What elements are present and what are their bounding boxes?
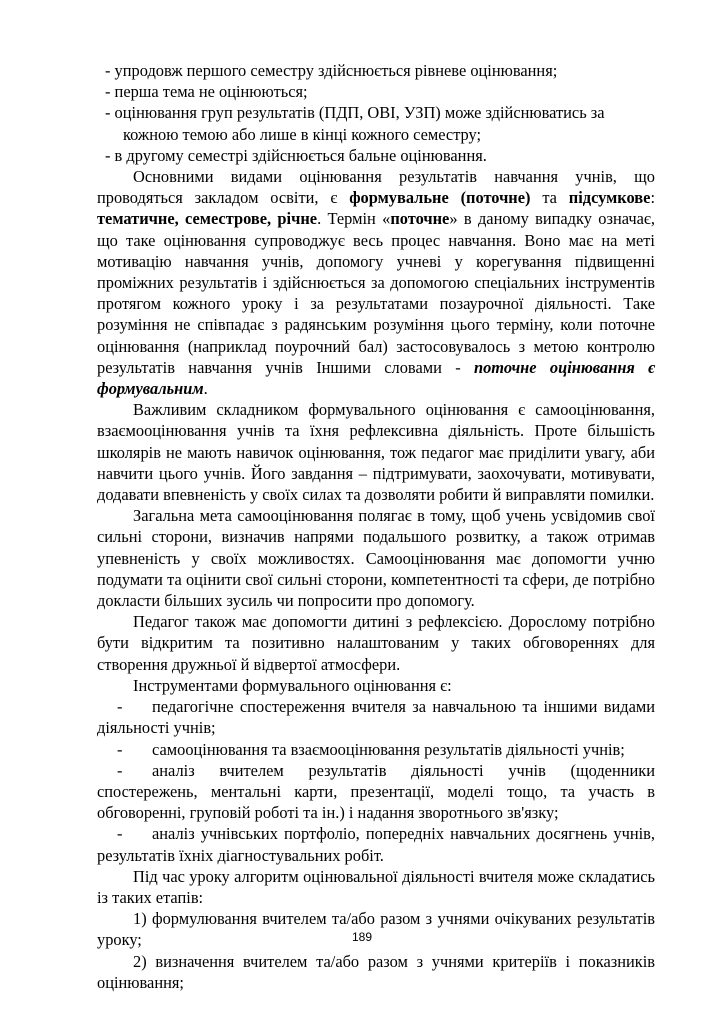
bold-term: тематичне, семестрове, річне — [97, 209, 318, 229]
paragraph-tools-intro: Інструментами формувального оцінювання є: — [133, 675, 452, 695]
list-item: - оцінювання груп результатів (ПДП, ОВІ, УЗП) може здійснюватись за — [105, 103, 605, 123]
list-item: - в другому семестрі здійснюється бальне оцінювання. — [105, 145, 487, 165]
list-dash: - — [117, 697, 123, 717]
step-item: 2) визначення вчителем та/або разом з учнями критеріїв і показників оцінювання; — [97, 951, 655, 992]
list-item: - аналіз учнівських портфоліо, попередніх навчальних досягнень учнів, результатів їхніх діагностувальних робіт. — [97, 824, 655, 865]
list-dash: - — [117, 760, 123, 780]
step-item: 1) формулювання вчителем та/або разом з учнями очікуваних результатів уроку; — [97, 909, 655, 950]
list-item: - упродовж першого семестру здійснюється рівневе оцінювання; — [105, 61, 558, 80]
paragraph-self-assessment: Важливим складником формувального оцінювання є самооцінювання, взаємооцінювання учнів та їхня рефлексивна діяльність. Проте більшість школярів не мають навичок оцінювання, тож педагог має приділити увагу, аби навчити цього учнів. Його завдання – підтримувати, заохочувати, мотивувати, додавати впевненість у своїх силах та дозволяти робити й виправляти помилки. — [97, 400, 655, 505]
list-item: - аналіз вчителем результатів діяльності учнів (щоденники спостережень, ментальні карти, презентації, моделі тощо, та участь в обговоренні, груповій роботі та ін.) і надання зворотнього зв'язку; — [97, 760, 655, 823]
paragraph-self-assessment-goal: Загальна мета самооцінювання полягає в тому, щоб учень усвідомив свої сильні сторони, визначив напрями подальшого розвитку, а також отримав упевненість у своїх можливостях. Самооцінювання має допомогти учню подумати та оцінити свої сильні сторони, компетентності та сфери, де потрібно докласти більших зусиль чи попросити про допомогу. — [97, 506, 655, 611]
paragraph-assessment-types: Основними видами оцінювання результатів навчання учнів, що проводяться закладом освіти, є формувальне (поточне) та підсумкове: тематичне, семестрове, річне. Термін «поточне» в даному випадку означає, що таке оцінювання супроводжує весь процес навчання. Воно має на меті мотивацію навчання учнів, допомогу учневі у корегування підвищенні проміжних результатів і здійснюється за допомогою спеціальних інструментів протягом кожного уроку і за результатами позаурочної діяльності. Таке розуміння не співпадає з радянським розуміння цього терміну, коли поточне оцінювання (наприклад поурочний бал) застосовувалось з метою контролю результатів навчання учнів Іншими словами - поточне оцінювання є формувальним. — [97, 167, 655, 399]
bold-italic-term: поточне оцінювання є формувальним — [97, 357, 655, 399]
list-dash: - — [117, 824, 123, 844]
bold-term: формувальне (поточне) — [349, 188, 531, 208]
paragraph-reflection: Педагог також має допомогти дитині з рефлексією. Дорослому потрібно бути відкритим та позитивно налаштованим у таких обговореннях для створення дружньої й відвертої атмосфери. — [97, 612, 655, 674]
list-item-continuation: кожною темою або лише в кінці кожного семестру; — [123, 124, 482, 144]
list-item: - перша тема не оцінюються; — [105, 82, 308, 102]
page-number: 189 — [351, 930, 373, 944]
bold-term: підсумкове — [568, 188, 651, 208]
list-item: - самооцінювання та взаємооцінювання результатів діяльності учнів; — [97, 739, 655, 760]
bold-term: поточне — [390, 209, 450, 229]
paragraph-algorithm-intro: Під час уроку алгоритм оцінювальної діяльності вчителя може складатись із таких етапів: — [97, 866, 655, 907]
list-dash: - — [117, 739, 123, 759]
list-item: - педагогічне спостереження вчителя за навчальною та іншими видами діяльності учнів; — [97, 697, 655, 738]
body-text — [97, 60, 655, 993]
